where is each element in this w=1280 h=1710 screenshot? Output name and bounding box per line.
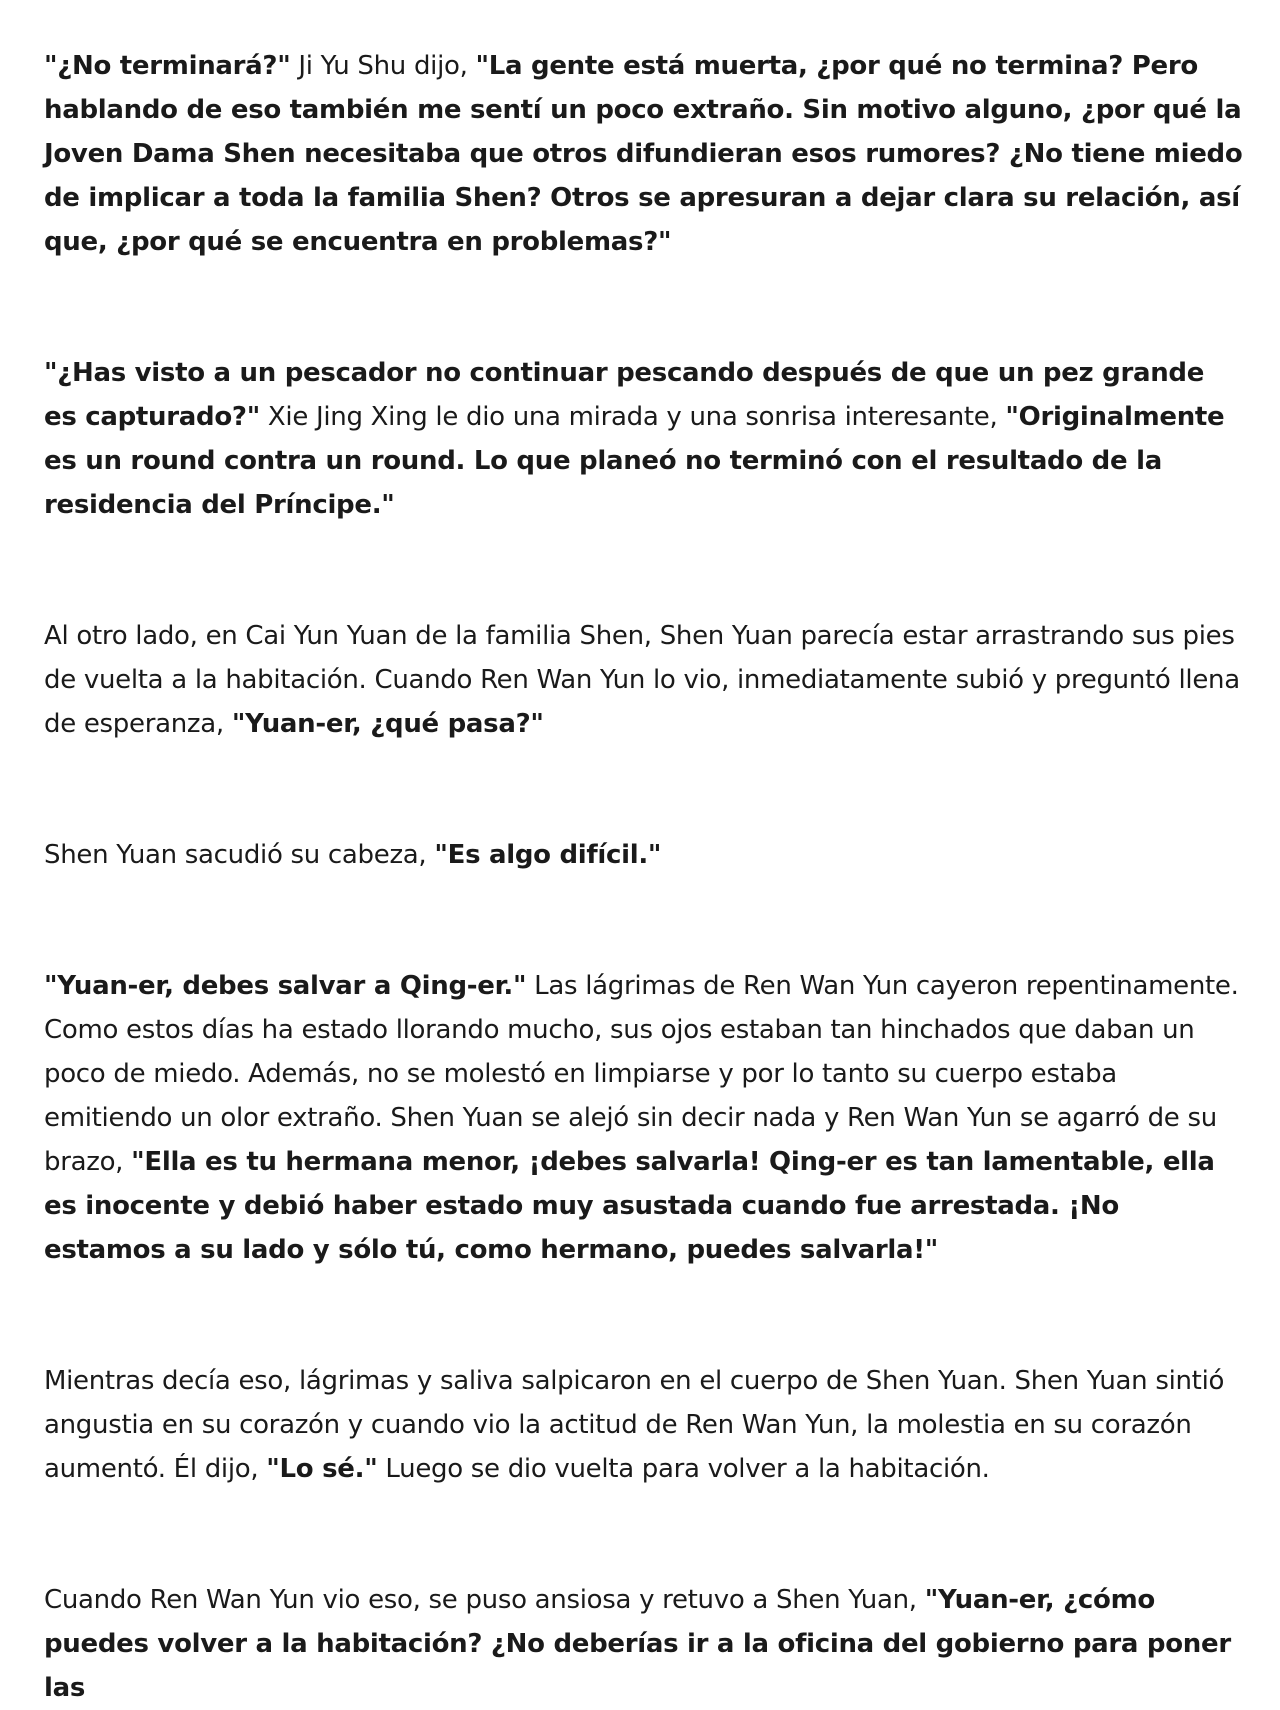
paragraph-4	[44, 833, 1244, 877]
narration-text: Xie Jing Xing le dio una mirada y una sonrisa interesante,	[259, 402, 1006, 432]
dialogue-text: "La gente está muerta, ¿por qué no termina? Pero hablando de eso también me sentí un poco extraño. Sin motivo alguno, ¿por qué la Joven Dama Shen necesitaba que otros difundieran esos rumores? ¿No tiene miedo de implicar a toda la familia Shen? Otros se apresuran a dejar clara su relación, así que, ¿por qué se encuentra en problemas?"	[44, 51, 1243, 257]
paragraph-3	[44, 614, 1244, 746]
dialogue-text: "Ella es tu hermana menor, ¡debes salvarla! Qing-er es tan lamentable, ella es inocente y debió haber estado muy asustada cuando fue arrestada. ¡No estamos a su lado y sólo tú, como hermano, puedes salvarla!"	[44, 1147, 1215, 1265]
dialogue-text: "Yuan-er, ¿qué pasa?"	[231, 709, 544, 739]
narration-text: Las lágrimas de Ren Wan Yun cayeron repentinamente. Como estos días ha estado llorando mucho, sus ojos estaban tan hinchados que daban un poco de miedo. Además, no se molestó en limpiarse y por lo tanto su cuerpo estaba emitiendo un olor extraño. Shen Yuan se alejó sin decir nada y Ren Wan Yun se agarró de su brazo,	[44, 971, 1239, 1177]
dialogue-text: "Lo sé."	[266, 1454, 378, 1484]
narration-text: Shen Yuan sacudió su cabeza,	[44, 840, 435, 870]
narration-text: Luego se dio vuelta para volver a la habitación.	[377, 1454, 990, 1484]
narration-text: Mientras decía eso, lágrimas y saliva salpicaron en el cuerpo de Shen Yuan. Shen Yuan sintió angustia en su corazón y cuando vio la actitud de Ren Wan Yun, la molestia en su corazón aumentó. Él dijo,	[44, 1366, 1225, 1484]
dialogue-text: "¿Has visto a un pescador no continuar pescando después de que un pez grande es capturado?"	[44, 358, 1205, 432]
dialogue-text: "Yuan-er, ¿cómo puedes volver a la habitación? ¿No deberías ir a la oficina del gobierno para poner las	[44, 1585, 1231, 1703]
paragraph-1	[44, 44, 1244, 264]
paragraph-7	[44, 1578, 1244, 1710]
narration-text: Cuando Ren Wan Yun vio eso, se puso ansiosa y retuvo a Shen Yuan,	[44, 1585, 925, 1615]
paragraph-2	[44, 351, 1244, 527]
document-page	[44, 44, 1244, 1710]
dialogue-text: "Yuan-er, debes salvar a Qing-er."	[44, 971, 527, 1001]
paragraph-6	[44, 1359, 1244, 1491]
narration-text: Al otro lado, en Cai Yun Yuan de la familia Shen, Shen Yuan parecía estar arrastrando sus pies de vuelta a la habitación. Cuando Ren Wan Yun lo vio, inmediatamente subió y preguntó llena de esperanza,	[44, 621, 1240, 739]
paragraph-5	[44, 964, 1244, 1272]
narration-text: Ji Yu Shu dijo,	[290, 51, 476, 81]
dialogue-text: "Es algo difícil."	[434, 840, 662, 870]
dialogue-text: "Originalmente es un round contra un round. Lo que planeó no terminó con el resultado de la residencia del Príncipe."	[44, 402, 1225, 520]
dialogue-text: "¿No terminará?"	[44, 51, 291, 81]
